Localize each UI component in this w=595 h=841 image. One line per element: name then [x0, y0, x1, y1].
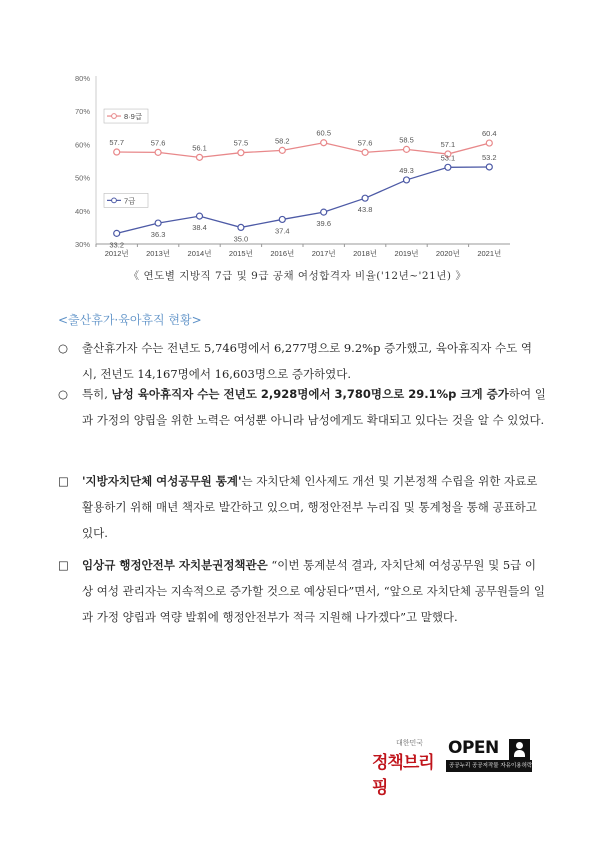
legend-swatch-marker: [112, 198, 117, 203]
paragraph-rest: 하여 일과 가정의 양립을 위한 노력은 여성뿐 아니라 남성에게도 확대되고 있다는 것을 알 수 있었다.: [82, 387, 546, 427]
square-bullet: □: [58, 558, 69, 572]
data-label: 57.6: [357, 138, 373, 148]
data-label: 58.5: [399, 135, 414, 145]
data-point: [362, 149, 368, 155]
data-point: [321, 209, 327, 215]
y-tick-label: 40%: [74, 206, 90, 216]
data-point: [404, 177, 410, 183]
data-point: [197, 154, 203, 160]
chart-caption: 《 연도별 지방직 7급 및 9급 공채 여성합격자 비율('12년~'21년) 》: [128, 270, 467, 282]
person-icon: [509, 739, 530, 760]
data-point: [486, 164, 492, 170]
data-label: 43.8: [357, 205, 373, 215]
y-tick-label: 80%: [74, 74, 90, 83]
data-point: [279, 216, 285, 222]
data-point: [114, 230, 120, 236]
paragraph-male-parental-leave: [58, 381, 546, 433]
data-label: 49.3: [399, 165, 414, 175]
x-tick-label: 2015년: [228, 249, 253, 258]
paragraph-bold: '지방자치단체 여성공무원 통계': [82, 474, 242, 488]
data-label: 57.7: [109, 138, 125, 148]
x-tick-label: 2020년: [435, 249, 460, 258]
paragraph-lead: 특히,: [82, 387, 112, 401]
data-point: [486, 140, 492, 146]
data-point: [238, 224, 244, 230]
data-label: 57.5: [233, 138, 249, 148]
data-label: 37.4: [274, 226, 290, 236]
data-label: 58.2: [274, 136, 290, 146]
x-tick-label: 2016년: [270, 249, 295, 258]
data-point: [114, 149, 120, 155]
y-tick-label: 70%: [74, 107, 90, 117]
legend-label: 8·9급: [124, 112, 143, 122]
data-point: [321, 140, 327, 146]
data-point: [362, 195, 368, 201]
legend-label: 7급: [124, 196, 136, 206]
data-label: 36.3: [150, 230, 166, 240]
policy-briefing-logo-small: 대한민국: [396, 739, 424, 747]
section-heading: <출산휴가·육아휴직 현황>: [58, 313, 202, 327]
data-label: 60.5: [316, 128, 332, 138]
data-point: [445, 164, 451, 170]
paragraph-bold: 임상규 행정안전부 자치분권정책관은: [82, 558, 268, 572]
x-tick-label: 2013년: [146, 249, 171, 258]
chart-series: [109, 129, 496, 250]
data-label: 56.1: [192, 143, 207, 153]
paragraph-childbirth-leave: [58, 335, 546, 387]
paragraph-text: 출산휴가자 수는 전년도 5,746명에서 6,277명으로 9.2%p 증가했고, 육아휴직자 수도 역시, 전년도 14,167명에서 16,603명으로 증가하였다.: [82, 341, 533, 381]
data-point: [197, 213, 203, 219]
y-tick-label: 30%: [74, 240, 90, 249]
data-point: [238, 150, 244, 156]
open-logo-bar: 공공누리 공공저작물 자유이용허락: [446, 760, 532, 772]
paragraph-rest: 는 자치단체 인사제도 개선 및 기본정책 수립을 위한 자료로 활용하기 위해 매년 책자로 발간하고 있으며, 행정안전부 누리집 및 통계청을 통해 공표하고 있다.: [82, 474, 538, 540]
data-label: 60.4: [481, 129, 497, 139]
data-label: 57.1: [440, 140, 456, 150]
data-point: [155, 149, 161, 155]
paragraph-bold: 남성 육아휴직자 수는 전년도 2,928명에서 3,780명으로 29.1%p 크게 증가: [111, 387, 509, 401]
data-point: [404, 146, 410, 152]
data-label: 53.2: [481, 152, 497, 162]
data-label: 35.0: [233, 234, 249, 244]
x-tick-label: 2012년: [104, 249, 129, 258]
x-tick-label: 2018년: [353, 249, 378, 258]
circle-bullet: ○: [58, 387, 69, 401]
paragraph-official-quote: [58, 552, 546, 630]
x-tick-label: 2021년: [477, 249, 502, 258]
series-line-grade-8-9: [117, 143, 490, 158]
x-tick-label: 2017년: [311, 249, 336, 258]
data-label: 38.4: [192, 223, 207, 233]
open-logo-word: OPEN: [448, 738, 499, 758]
x-tick-label: 2019년: [394, 249, 419, 258]
policy-briefing-logo-text: 정책브리핑: [372, 753, 434, 798]
line-chart: [60, 66, 520, 266]
data-label: 39.6: [316, 219, 332, 229]
chart-y-ticks: [75, 74, 90, 249]
chart-x-ticks: [96, 244, 501, 258]
data-point: [155, 220, 161, 226]
open-license-logo: [446, 738, 532, 774]
square-bullet: □: [58, 474, 69, 488]
data-point: [279, 147, 285, 153]
data-label: 53.1: [440, 153, 456, 163]
data-label: 57.6: [150, 138, 166, 148]
circle-bullet: ○: [58, 341, 69, 355]
chart-legends: [104, 109, 148, 207]
y-tick-label: 60%: [74, 140, 90, 150]
policy-briefing-logo: [372, 738, 444, 798]
legend-swatch-marker: [112, 114, 117, 119]
y-tick-label: 50%: [74, 173, 90, 183]
paragraph-rest: “이번 통계분석 결과, 자치단체 여성공무원 및 5급 이상 여성 관리자는 지속적으로 증가할 것으로 예상된다”면서, “앞으로 자치단체 공무원들의 일과 가정 양립과 역량 발휘에 행정안전부가 적극 지원해 나가겠다”고 말했다.: [82, 558, 545, 624]
data-label: 33.2: [109, 240, 125, 250]
x-tick-label: 2014년: [187, 249, 212, 258]
paragraph-statistics-publication: [58, 468, 546, 546]
